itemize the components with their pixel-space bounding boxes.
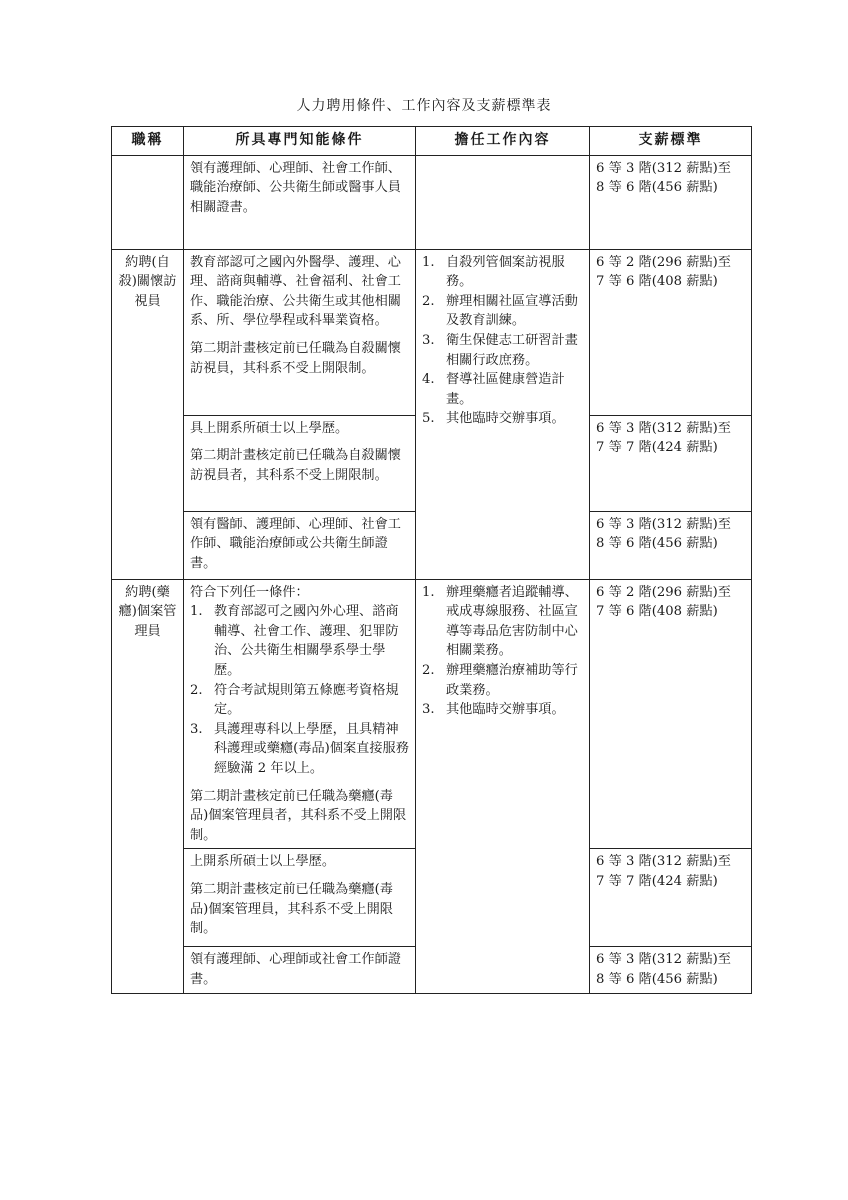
list-item: 5. 其他臨時交辦事項。 [422, 411, 565, 427]
header-qualification: 所具專門知能條件 [184, 127, 416, 156]
salary-from: 6 等 3 階(312 薪點)至 [596, 420, 731, 436]
salary-from: 6 等 2 階(296 薪點)至 [596, 584, 731, 600]
salary-to: 7 等 7 階(424 薪點) [596, 440, 718, 456]
qualification-cell [184, 579, 416, 849]
qualification-cell [184, 155, 416, 249]
table-row [112, 155, 752, 249]
role-cell: 約聘(藥癮)個案管理員 [112, 579, 184, 993]
qualification-text: 上開系所碩士以上學歷。 [190, 854, 336, 870]
role-cell: 約聘(自殺)關懷訪視員 [112, 249, 184, 579]
salary-cell [590, 511, 752, 579]
table-row [112, 249, 752, 415]
salary-to: 7 等 6 階(408 薪點) [596, 274, 718, 290]
list-item: 2. 辦理藥癮治療補助等行政業務。 [422, 662, 578, 698]
salary-from: 6 等 3 階(312 薪點)至 [596, 160, 731, 176]
staffing-table [111, 126, 752, 994]
qualification-cell [184, 947, 416, 993]
list-item: 2. 符合考試規則第五條應考資格規定。 [190, 682, 399, 718]
qualification-text: 領有醫師、護理師、心理師、社會工作師、職能治療師或公共衛生師證書。 [190, 516, 401, 571]
list-item: 3. 其他臨時交辦事項。 [422, 702, 565, 718]
document-title: 人力聘用條件、工作內容及支薪標準表 [296, 98, 552, 114]
header-role: 職稱 [112, 127, 184, 156]
header-duties: 擔任工作內容 [416, 127, 590, 156]
duties-cell [416, 249, 590, 579]
list-item: 1. 教育部認可之國內外心理、諮商輔導、社會工作、護理、犯罪防治、公共衛生相關學系學士學歷。 [190, 604, 399, 678]
duties-cell-empty [416, 155, 590, 249]
duties-list [422, 583, 583, 720]
salary-from: 6 等 3 階(312 薪點)至 [596, 952, 731, 968]
table-row [112, 579, 752, 849]
role-cell-empty [112, 155, 184, 249]
list-item: 3. 具護理專科以上學歷，且具精神科護理或藥癮(毒品)個案直接服務經驗滿 2 年以上。 [190, 721, 409, 776]
list-item: 2. 辦理相關社區宣導活動及教育訓練。 [422, 293, 578, 329]
salary-cell [590, 155, 752, 249]
list-item: 1. 辦理藥癮者追蹤輔導、戒成專線服務、社區宣導等毒品危害防制中心相關業務。 [422, 584, 578, 659]
salary-cell [590, 415, 752, 511]
salary-to: 8 等 6 階(456 薪點) [596, 536, 718, 552]
qualification-cell [184, 849, 416, 947]
qualification-cell [184, 511, 416, 579]
qualification-cell [184, 415, 416, 511]
duties-cell [416, 579, 590, 993]
qualification-exception: 第二期計畫核定前已任職為自殺關懷訪視員者，其科系不受上開限制。 [190, 448, 401, 483]
duties-list [422, 253, 583, 429]
qualification-exception: 第二期計畫核定前已任職為藥癮(毒品)個案管理員者，其科系不受上開限制。 [190, 788, 407, 843]
salary-from: 6 等 2 階(296 薪點)至 [596, 254, 731, 270]
salary-to: 8 等 6 階(456 薪點) [596, 971, 718, 987]
header-row [112, 127, 752, 156]
salary-cell [590, 849, 752, 947]
qualification-exception: 第二期計畫核定前已任職為自殺關懷訪視員，其科系不受上開限制。 [190, 340, 401, 376]
salary-to: 7 等 7 階(424 薪點) [596, 873, 718, 889]
list-item: 4. 督導社區健康營造計畫。 [422, 372, 565, 407]
list-item: 3. 衛生保健志工研習計畫相關行政庶務。 [422, 332, 578, 368]
qualification-list [190, 602, 409, 778]
qualification-text: 教育部認可之國內外醫學、護理、心理、諮商與輔導、社會福利、社會工作、職能治療、公共衛生或其他相關系、所、學位學程或科畢業資格。 [190, 254, 401, 329]
salary-cell [590, 579, 752, 849]
header-salary: 支薪標準 [590, 127, 752, 156]
salary-from: 6 等 3 階(312 薪點)至 [596, 854, 731, 870]
qualification-cell [184, 249, 416, 415]
salary-from: 6 等 3 階(312 薪點)至 [596, 516, 731, 532]
salary-to: 7 等 6 階(408 薪點) [596, 604, 718, 620]
qualification-exception: 第二期計畫核定前已任職為藥癮(毒品)個案管理員，其科系不受上開限制。 [190, 881, 393, 937]
qualification-text: 領有護理師、心理師、社會工作師、職能治療師、公共衛生師或醫事人員相關證書。 [190, 160, 401, 215]
list-item: 1. 自殺列管個案訪視服務。 [422, 254, 565, 290]
qualification-intro: 符合下列任一條件： [190, 584, 309, 600]
salary-to: 8 等 6 階(456 薪點) [596, 180, 718, 196]
salary-cell [590, 947, 752, 993]
qualification-text: 具上開系所碩士以上學歷。 [190, 420, 349, 436]
qualification-text: 領有護理師、心理師或社會工作師證書。 [190, 952, 401, 987]
salary-cell [590, 249, 752, 415]
